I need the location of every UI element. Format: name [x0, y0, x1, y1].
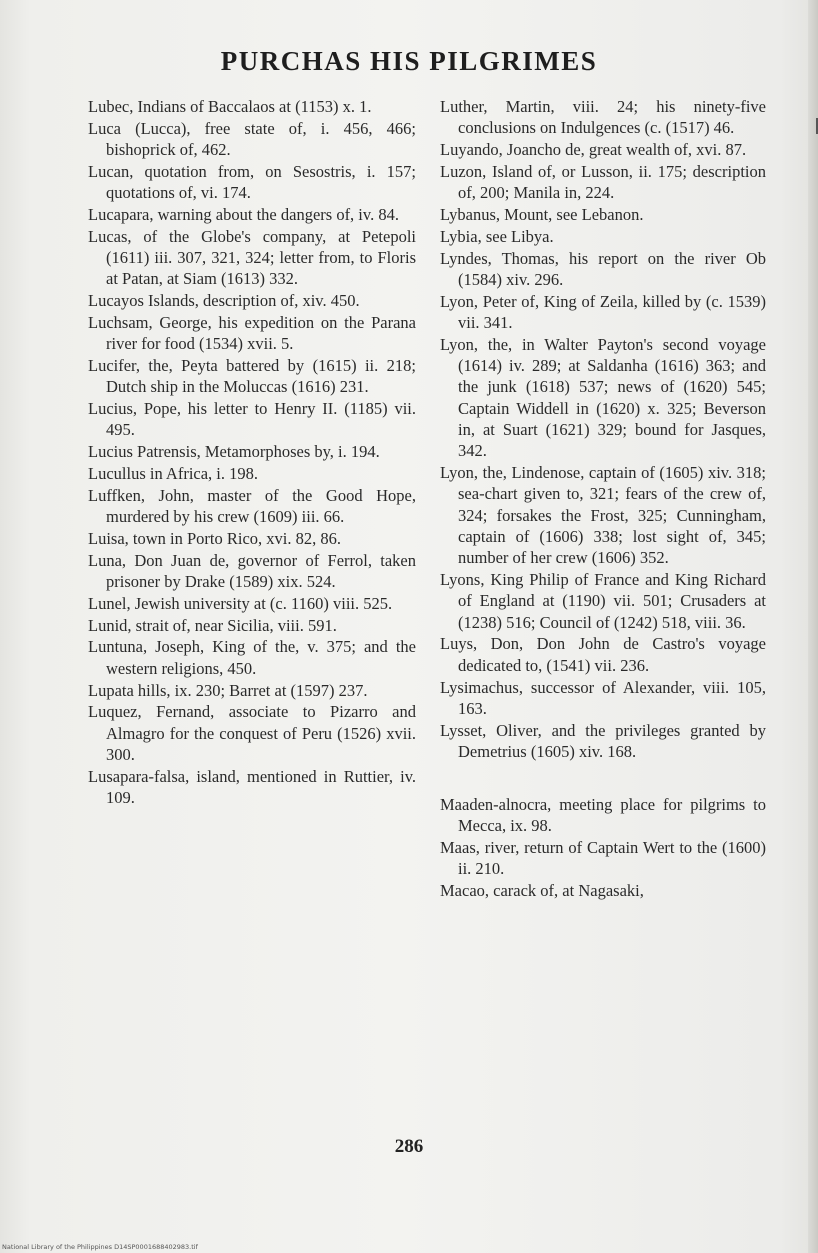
index-entry: Lucius Patrensis, Metamorphoses by, i. 194.	[88, 442, 380, 462]
index-column-left	[88, 96, 416, 809]
index-entry: Lucayos Islands, description of, xiv. 450.	[88, 291, 360, 311]
index-entry: Macao, carack of, at Nagasaki,	[440, 880, 644, 900]
index-entry: Lucan, quotation from, on Sesostris, i. 157; quotations of, vi. 174.	[88, 161, 416, 203]
index-entry: Luys, Don, Don John de Castro's voyage dedicated to, (1541) vii. 236.	[440, 634, 766, 675]
index-entry: Lybia, see Libya.	[440, 226, 554, 246]
index-entry: Luchsam, George, his expedition on the Parana river for food (1534) xvii. 5.	[88, 312, 416, 354]
index-entry: Lubec, Indians of Baccalaos at (1153) x. 1.	[88, 97, 372, 116]
index-entry: Lucas, of the Globe's company, at Petepoli (1611) iii. 307, 321, 324; letter from, to Floris at Patan, at Siam (1613) 332.	[88, 226, 416, 289]
section-gap	[440, 763, 766, 794]
index-entry: Lybanus, Mount, see Lebanon.	[440, 204, 644, 224]
index-entry: Luffken, John, master of the Good Hope, murdered by his crew (1609) iii. 66.	[88, 485, 416, 527]
index-entry: Luisa, town in Porto Rico, xvi. 82, 86.	[88, 528, 341, 548]
index-entry: Luzon, Island of, or Lusson, ii. 175; description of, 200; Manila in, 224.	[440, 161, 766, 203]
index-entry: Luther, Martin, viii. 24; his ninety-five conclusions on Indulgences (c. (1517) 46.	[440, 97, 766, 138]
index-entry: Luntuna, Joseph, King of the, v. 375; and the western religions, 450.	[88, 637, 416, 678]
running-title: PURCHAS HIS PILGRIMES	[220, 46, 598, 76]
page-spine-edge	[808, 0, 818, 1253]
page-number: 286	[394, 1136, 424, 1157]
index-entry: Lyndes, Thomas, his report on the river Ob (1584) xiv. 296.	[440, 248, 766, 289]
index-entry: Luyando, Joancho de, great wealth of, xvi. 87.	[440, 140, 747, 160]
index-entry: Maaden-alnocra, meeting place for pilgrims to Mecca, ix. 98.	[440, 794, 766, 835]
index-entry: Lusapara-falsa, island, mentioned in Ruttier, iv. 109.	[88, 766, 416, 807]
index-entry: Lupata hills, ix. 230; Barret at (1597) 237.	[88, 680, 368, 700]
index-entry: Lunid, strait of, near Sicilia, viii. 591.	[88, 615, 337, 635]
scan-footer: National Library of the Philippines D14SP0001688402983.tif	[2, 1243, 198, 1251]
index-entry: Lunel, Jewish university at (c. 1160) viii. 525.	[88, 593, 393, 613]
index-entry: Lyon, the, in Walter Payton's second voyage (1614) iv. 289; at Saldanha (1616) 363; and the junk (1618) 537; news of (1620) 545; Captain Widdell in (1620) x. 325; Beverson in, at Suart (1621) 329; bound for Jasques, 342.	[440, 334, 766, 461]
index-entry: Luquez, Fernand, associate to Pizarro and Almagro for the conquest of Peru (1526) xvii. 300.	[88, 702, 416, 764]
index-entry: Luna, Don Juan de, governor of Ferrol, taken prisoner by Drake (1589) xix. 524.	[88, 550, 416, 592]
index-entry: Lysset, Oliver, and the privileges granted by Demetrius (1605) xiv. 168.	[440, 720, 766, 761]
index-entry: Lyon, the, Lindenose, captain of (1605) xiv. 318; sea-chart given to, 321; fears of the crew of, 324; forsakes the Frost, 325; Cunningham, captain of (1606) 338; lost sight of, 345; number of her crew (1606) 352.	[440, 463, 766, 568]
index-entry: Luca (Lucca), free state of, i. 456, 466; bishoprick of, 462.	[88, 118, 416, 160]
index-column-right	[440, 96, 766, 902]
index-entry: Lucifer, the, Peyta battered by (1615) ii. 218; Dutch ship in the Moluccas (1616) 231.	[88, 356, 416, 397]
index-entry: Lyon, Peter of, King of Zeila, killed by (c. 1539) vii. 341.	[440, 291, 766, 332]
index-entry: Maas, river, return of Captain Wert to the (1600) ii. 210.	[440, 837, 766, 879]
index-entry: Lucullus in Africa, i. 198.	[88, 464, 259, 484]
index-entry: Lucapara, warning about the dangers of, iv. 84.	[88, 204, 399, 224]
index-entry: Lucius, Pope, his letter to Henry II. (1185) vii. 495.	[88, 399, 416, 440]
index-entry: Lysimachus, successor of Alexander, viii. 105, 163.	[440, 677, 766, 718]
index-entry: Lyons, King Philip of France and King Richard of England at (1190) vii. 501; Crusaders at (1238) 516; Council of (1242) 518, viii. 36.	[440, 570, 766, 632]
